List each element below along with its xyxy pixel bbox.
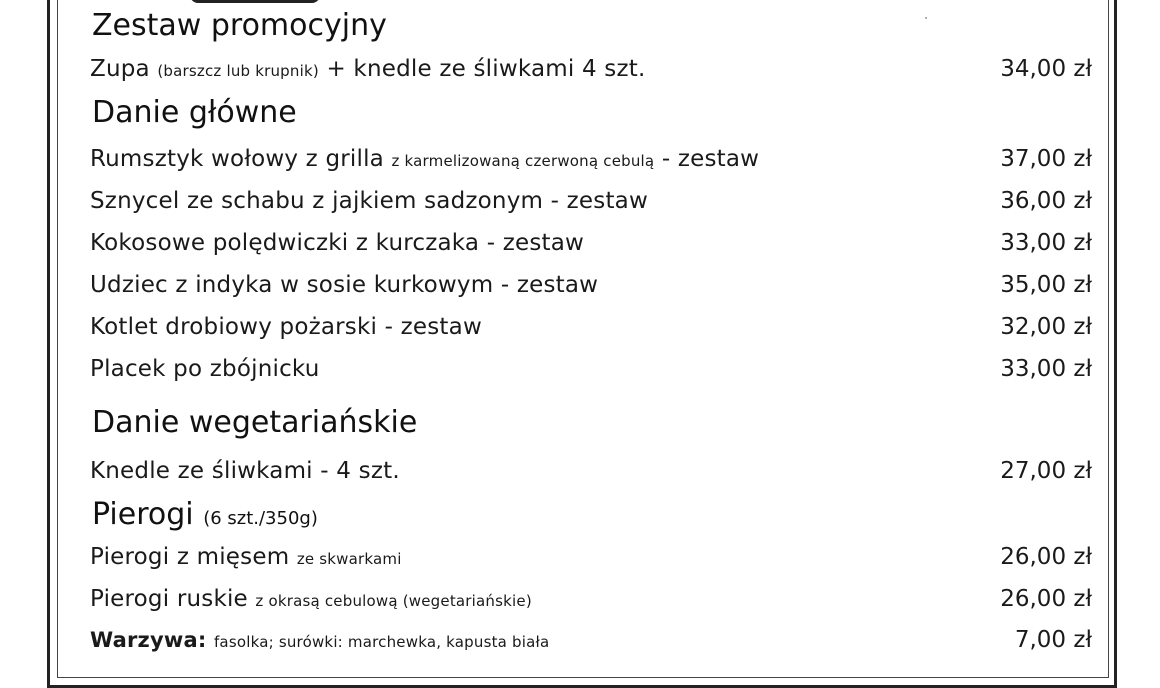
section-subtitle: (6 szt./350g) — [203, 508, 318, 529]
menu-item-row — [90, 182, 1092, 218]
menu-item-row — [90, 538, 1092, 574]
menu-item-price: 34,00 zł — [1000, 56, 1092, 82]
menu-item-name: Rumsztyk wołowy z grilla z karmelizowaną czerwoną cebulą - zestaw — [90, 146, 760, 172]
menu-item-row — [90, 50, 1092, 86]
menu-item-row — [90, 308, 1092, 344]
menu-item-name: Sznycel ze schabu z jajkiem sadzonym - zestaw — [90, 188, 648, 214]
menu-item-name: Kotlet drobiowy pożarski - zestaw — [90, 314, 482, 340]
menu-item-name: Pierogi ruskie z okrasą cebulową (wegetariańskie) — [90, 586, 532, 612]
menu-item-row — [90, 580, 1092, 616]
speck — [925, 17, 927, 19]
menu-item-name: Udziec z indyka w sosie kurkowym - zestaw — [90, 272, 599, 298]
menu-item-price: 36,00 zł — [1000, 188, 1092, 214]
menu-item-price: 32,00 zł — [1000, 314, 1092, 340]
menu-item-row — [90, 350, 1092, 386]
menu-item-price: 27,00 zł — [1000, 458, 1092, 484]
menu-item-price: 33,00 zł — [1000, 230, 1092, 256]
menu-item-price: 7,00 zł — [1014, 627, 1092, 653]
menu-item-name: Pierogi z mięsem ze skwarkami — [90, 544, 402, 570]
menu-item-name: Kokosowe polędwiczki z kurczaka - zestaw — [90, 230, 585, 256]
menu-item-name: Knedle ze śliwkami - 4 szt. — [90, 458, 400, 484]
menu-item-price: 33,00 zł — [1000, 356, 1092, 382]
menu-item-row — [90, 140, 1092, 176]
menu-item-name: Warzywa: fasolka; surówki: marchewka, kapusta biała — [90, 628, 550, 652]
menu-item-row — [90, 224, 1092, 260]
menu-item-price: 26,00 zł — [1000, 544, 1092, 570]
section-title-main: Danie główne — [92, 95, 297, 130]
menu-item-name: Placek po zbójnicku — [90, 356, 320, 382]
menu-item-name: Zupa (barszcz lub krupnik) + knedle ze śliwkami 4 szt. — [90, 56, 646, 82]
cropped-heading-fragment — [190, 0, 320, 3]
section-title-pierogi: Pierogi (6 szt./350g) — [92, 497, 318, 532]
menu-item-row — [90, 452, 1092, 488]
section-title-vegetarian: Danie wegetariańskie — [92, 405, 418, 440]
menu-item-price: 37,00 zł — [1000, 146, 1092, 172]
menu-item-price: 35,00 zł — [1000, 272, 1092, 298]
menu-item-row — [90, 621, 1092, 657]
menu-item-price: 26,00 zł — [1000, 586, 1092, 612]
section-title-promo: Zestaw promocyjny — [92, 8, 387, 43]
menu-item-row — [90, 266, 1092, 302]
